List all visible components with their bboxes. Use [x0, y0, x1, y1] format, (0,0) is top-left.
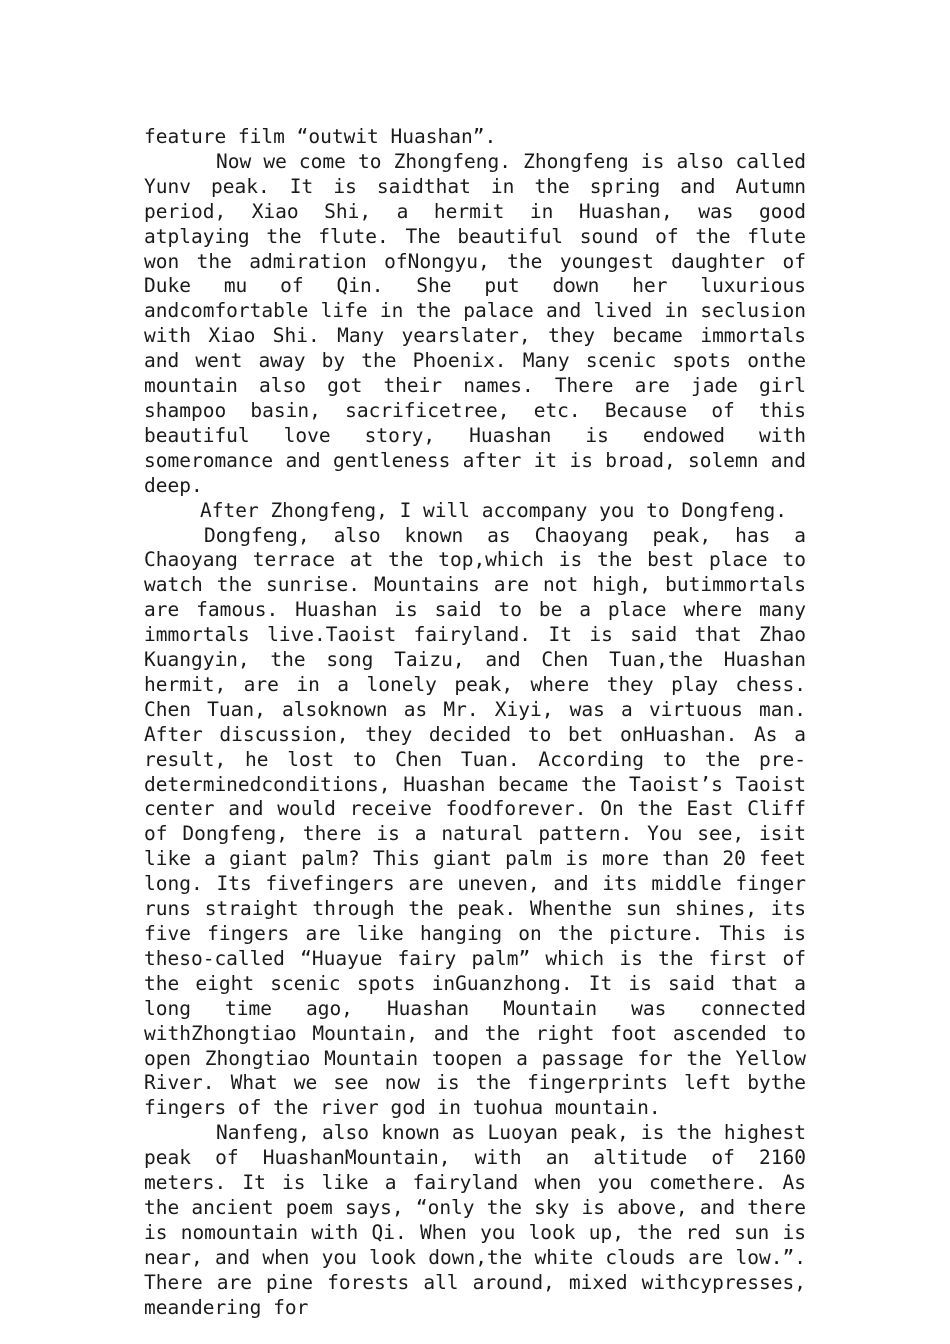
- paragraph-nanfeng: Nanfeng, also known as Luoyan peak, is the highest peak of HuashanMountain, with an altitude of 2160 meters. It is like a fairyland when you comethere. As the ancient poem says, “only the sky is above, and there is nomountain with Qi. When you look up, the red sun is near, and when you look down,the white clouds are low.”. There are pine forests all around, mixed withcypresses, meandering for: [144, 1121, 806, 1319]
- paragraph-after-zhongfeng: After Zhongfeng, I will accompany you to Dongfeng.: [200, 498, 787, 522]
- paragraph-feature-film: feature film “outwit Huashan”.: [144, 125, 497, 148]
- paragraph-dongfeng: Dongfeng, also known as Chaoyang peak, has a Chaoyang terrace at the top,which is the best place to watch the sunrise. Mountains are not high, butimmortals are famous. Huashan is said to be a place where many immortals live.Taoist fairyland. It is said that Zhao Kuangyin, the song Taizu, and Chen Tuan,the Huashan hermit, are in a lonely peak, where they play chess. Chen Tuan, alsoknown as Mr. Xiyi, was a virtuous man. After discussion, they decided to bet onHuashan. As a result, he lost to Chen Tuan. According to the pre-determinedconditions, Huashan became the Taoist’s Taoist center and would receive foodforever. On the East Cliff of Dongfeng, there is a natural pattern. You see, isit like a giant palm? This giant palm is more than 20 feet long. Its fivefingers are uneven, and its middle finger runs straight through the peak. Whenthe sun shines, its five fingers are like hanging on the picture. This is theso-called “Huayue fairy palm” which is the first of the eight scenic spots inGuanzhong. It is said that a long time ago, Huashan Mountain was connected withZhongtiao Mountain, and the right foot ascended to open Zhongtiao Mountain toopen a passage for the Yellow River. What we see now is the fingerprints left bythe fingers of the river god in tuohua mountain.: [144, 523, 806, 1120]
- document-body: [144, 125, 806, 1321]
- paragraph-zhongfeng: Now we come to Zhongfeng. Zhongfeng is also called Yunv peak. It is saidthat in the spring and Autumn period, Xiao Shi, a hermit in Huashan, was good atplaying the flute. The beautiful sound of the flute won the admiration ofNongyu, the youngest daughter of Duke mu of Qin. She put down her luxurious andcomfortable life in the palace and lived in seclusion with Xiao Shi. Many yearslater, they became immortals and went away by the Phoenix. Many scenic spots onthe mountain also got their names. There are jade girl shampoo basin, sacrificetree, etc. Because of this beautiful love story, Huashan is endowed with someromance and gentleness after it is broad, solemn and deep.: [144, 149, 806, 497]
